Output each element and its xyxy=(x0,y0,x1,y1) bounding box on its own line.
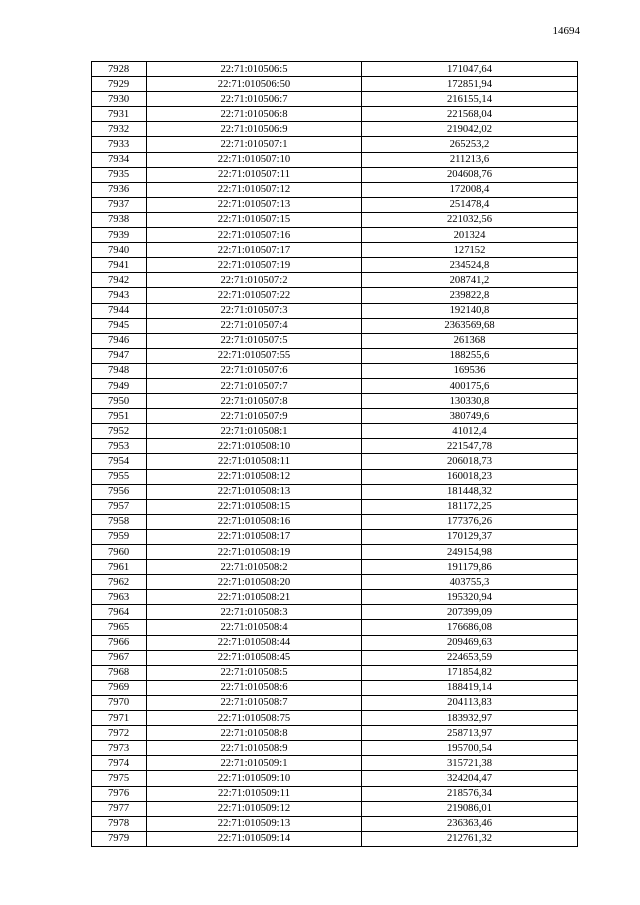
table-row xyxy=(92,439,578,454)
table-row xyxy=(92,590,578,605)
cadastral-value-cell: 258713,97 xyxy=(362,726,578,741)
row-number-cell: 7949 xyxy=(92,378,147,393)
table-row xyxy=(92,665,578,680)
cadastral-number-cell: 22:71:010509:13 xyxy=(147,816,362,831)
cadastral-number-cell: 22:71:010507:12 xyxy=(147,182,362,197)
cadastral-number-cell: 22:71:010506:9 xyxy=(147,122,362,137)
table-row xyxy=(92,816,578,831)
cadastral-value-cell: 209469,63 xyxy=(362,635,578,650)
cadastral-number-cell: 22:71:010507:2 xyxy=(147,273,362,288)
cadastral-number-cell: 22:71:010508:20 xyxy=(147,575,362,590)
table-row xyxy=(92,514,578,529)
cadastral-number-cell: 22:71:010508:10 xyxy=(147,439,362,454)
row-number-cell: 7960 xyxy=(92,545,147,560)
cadastral-number-cell: 22:71:010509:14 xyxy=(147,831,362,846)
cadastral-value-cell: 315721,38 xyxy=(362,756,578,771)
row-number-cell: 7969 xyxy=(92,680,147,695)
row-number-cell: 7943 xyxy=(92,288,147,303)
cadastral-value-cell: 249154,98 xyxy=(362,545,578,560)
table-row xyxy=(92,273,578,288)
table-row xyxy=(92,122,578,137)
cadastral-number-cell: 22:71:010507:13 xyxy=(147,197,362,212)
cadastral-value-cell: 2363569,68 xyxy=(362,318,578,333)
row-number-cell: 7933 xyxy=(92,137,147,152)
cadastral-value-cell: 206018,73 xyxy=(362,454,578,469)
row-number-cell: 7977 xyxy=(92,801,147,816)
cadastral-number-cell: 22:71:010508:44 xyxy=(147,635,362,650)
row-number-cell: 7952 xyxy=(92,424,147,439)
cadastral-value-cell: 192140,8 xyxy=(362,303,578,318)
cadastral-value-cell: 207399,09 xyxy=(362,605,578,620)
cadastral-value-cell: 41012,4 xyxy=(362,424,578,439)
cadastral-value-cell: 208741,2 xyxy=(362,273,578,288)
row-number-cell: 7964 xyxy=(92,605,147,620)
cadastral-number-cell: 22:71:010508:5 xyxy=(147,665,362,680)
cadastral-value-cell: 261368 xyxy=(362,333,578,348)
table-row xyxy=(92,529,578,544)
cadastral-value-cell: 216155,14 xyxy=(362,92,578,107)
row-number-cell: 7940 xyxy=(92,243,147,258)
cadastral-value-cell: 171854,82 xyxy=(362,665,578,680)
cadastral-value-cell: 170129,37 xyxy=(362,529,578,544)
cadastral-value-cell: 265253,2 xyxy=(362,137,578,152)
cadastral-number-cell: 22:71:010508:8 xyxy=(147,726,362,741)
table-row xyxy=(92,741,578,756)
row-number-cell: 7950 xyxy=(92,394,147,409)
cadastral-value-cell: 211213,6 xyxy=(362,152,578,167)
cadastral-number-cell: 22:71:010507:10 xyxy=(147,152,362,167)
table-row xyxy=(92,469,578,484)
cadastral-number-cell: 22:71:010508:13 xyxy=(147,484,362,499)
row-number-cell: 7939 xyxy=(92,228,147,243)
cadastral-value-cell: 221568,04 xyxy=(362,107,578,122)
cadastral-number-cell: 22:71:010509:1 xyxy=(147,756,362,771)
table-row xyxy=(92,348,578,363)
row-number-cell: 7962 xyxy=(92,575,147,590)
cadastral-value-cell: 177376,26 xyxy=(362,514,578,529)
table-row xyxy=(92,424,578,439)
row-number-cell: 7974 xyxy=(92,756,147,771)
table-row xyxy=(92,107,578,122)
cadastral-number-cell: 22:71:010508:11 xyxy=(147,454,362,469)
table-row xyxy=(92,318,578,333)
cadastral-value-cell: 195700,54 xyxy=(362,741,578,756)
cadastral-number-cell: 22:71:010507:8 xyxy=(147,394,362,409)
cadastral-value-cell: 218576,34 xyxy=(362,786,578,801)
cadastral-number-cell: 22:71:010508:16 xyxy=(147,514,362,529)
cadastral-value-cell: 380749,6 xyxy=(362,409,578,424)
cadastral-number-cell: 22:71:010506:7 xyxy=(147,92,362,107)
table-row xyxy=(92,409,578,424)
cadastral-value-cell: 183932,97 xyxy=(362,711,578,726)
cadastral-value-cell: 324204,47 xyxy=(362,771,578,786)
cadastral-number-cell: 22:71:010507:6 xyxy=(147,363,362,378)
cadastral-value-cell: 219042,02 xyxy=(362,122,578,137)
row-number-cell: 7957 xyxy=(92,499,147,514)
table-row xyxy=(92,726,578,741)
row-number-cell: 7956 xyxy=(92,484,147,499)
table-row xyxy=(92,499,578,514)
table-row xyxy=(92,363,578,378)
table-row xyxy=(92,182,578,197)
row-number-cell: 7941 xyxy=(92,258,147,273)
cadastral-value-cell: 219086,01 xyxy=(362,801,578,816)
table-row xyxy=(92,786,578,801)
row-number-cell: 7930 xyxy=(92,92,147,107)
table-row xyxy=(92,258,578,273)
cadastral-value-cell: 188255,6 xyxy=(362,348,578,363)
cadastral-number-cell: 22:71:010508:17 xyxy=(147,529,362,544)
cadastral-number-cell: 22:71:010508:1 xyxy=(147,424,362,439)
cadastral-number-cell: 22:71:010508:15 xyxy=(147,499,362,514)
table-row xyxy=(92,680,578,695)
cadastral-value-cell: 234524,8 xyxy=(362,258,578,273)
cadastral-value-cell: 212761,32 xyxy=(362,831,578,846)
row-number-cell: 7971 xyxy=(92,711,147,726)
cadastral-value-cell: 204113,83 xyxy=(362,695,578,710)
row-number-cell: 7942 xyxy=(92,273,147,288)
table-row xyxy=(92,77,578,92)
cadastral-value-cell: 130330,8 xyxy=(362,394,578,409)
row-number-cell: 7928 xyxy=(92,62,147,77)
table-row xyxy=(92,545,578,560)
row-number-cell: 7975 xyxy=(92,771,147,786)
row-number-cell: 7954 xyxy=(92,454,147,469)
cadastral-value-cell: 188419,14 xyxy=(362,680,578,695)
row-number-cell: 7945 xyxy=(92,318,147,333)
cadastral-number-cell: 22:71:010507:15 xyxy=(147,212,362,227)
cadastral-number-cell: 22:71:010508:9 xyxy=(147,741,362,756)
cadastral-number-cell: 22:71:010508:12 xyxy=(147,469,362,484)
row-number-cell: 7932 xyxy=(92,122,147,137)
row-number-cell: 7973 xyxy=(92,741,147,756)
row-number-cell: 7976 xyxy=(92,786,147,801)
row-number-cell: 7955 xyxy=(92,469,147,484)
cadastral-value-cell: 191179,86 xyxy=(362,560,578,575)
row-number-cell: 7958 xyxy=(92,514,147,529)
cadastral-number-cell: 22:71:010507:11 xyxy=(147,167,362,182)
table-row xyxy=(92,771,578,786)
row-number-cell: 7979 xyxy=(92,831,147,846)
cadastral-number-cell: 22:71:010508:21 xyxy=(147,590,362,605)
table-row xyxy=(92,212,578,227)
table-row xyxy=(92,620,578,635)
row-number-cell: 7966 xyxy=(92,635,147,650)
table-body xyxy=(92,62,578,847)
table-row xyxy=(92,756,578,771)
row-number-cell: 7978 xyxy=(92,816,147,831)
cadastral-number-cell: 22:71:010509:12 xyxy=(147,801,362,816)
cadastral-value-cell: 172851,94 xyxy=(362,77,578,92)
table-row xyxy=(92,831,578,846)
table-row xyxy=(92,243,578,258)
table-row xyxy=(92,605,578,620)
cadastral-number-cell: 22:71:010507:55 xyxy=(147,348,362,363)
table-row xyxy=(92,484,578,499)
cadastral-value-cell: 181448,32 xyxy=(362,484,578,499)
cadastral-number-cell: 22:71:010508:2 xyxy=(147,560,362,575)
row-number-cell: 7961 xyxy=(92,560,147,575)
cadastral-number-cell: 22:71:010507:3 xyxy=(147,303,362,318)
cadastral-value-cell: 224653,59 xyxy=(362,650,578,665)
cadastral-number-cell: 22:71:010509:10 xyxy=(147,771,362,786)
cadastral-value-cell: 169536 xyxy=(362,363,578,378)
cadastral-value-cell: 181172,25 xyxy=(362,499,578,514)
cadastral-value-cell: 160018,23 xyxy=(362,469,578,484)
cadastral-number-cell: 22:71:010506:5 xyxy=(147,62,362,77)
row-number-cell: 7946 xyxy=(92,333,147,348)
cadastral-number-cell: 22:71:010507:17 xyxy=(147,243,362,258)
table-row xyxy=(92,333,578,348)
table-row xyxy=(92,137,578,152)
table-row xyxy=(92,635,578,650)
table-row xyxy=(92,152,578,167)
cadastral-number-cell: 22:71:010507:19 xyxy=(147,258,362,273)
row-number-cell: 7929 xyxy=(92,77,147,92)
row-number-cell: 7947 xyxy=(92,348,147,363)
row-number-cell: 7972 xyxy=(92,726,147,741)
table-row xyxy=(92,695,578,710)
table-row xyxy=(92,650,578,665)
cadastral-number-cell: 22:71:010507:22 xyxy=(147,288,362,303)
table-row xyxy=(92,62,578,77)
table-row xyxy=(92,560,578,575)
cadastral-value-table xyxy=(91,61,578,847)
cadastral-value-cell: 127152 xyxy=(362,243,578,258)
cadastral-number-cell: 22:71:010509:11 xyxy=(147,786,362,801)
cadastral-number-cell: 22:71:010508:45 xyxy=(147,650,362,665)
cadastral-number-cell: 22:71:010508:6 xyxy=(147,680,362,695)
cadastral-value-cell: 236363,46 xyxy=(362,816,578,831)
cadastral-number-cell: 22:71:010508:7 xyxy=(147,695,362,710)
row-number-cell: 7937 xyxy=(92,197,147,212)
cadastral-value-cell: 400175,6 xyxy=(362,378,578,393)
cadastral-number-cell: 22:71:010507:9 xyxy=(147,409,362,424)
row-number-cell: 7953 xyxy=(92,439,147,454)
table-row xyxy=(92,454,578,469)
cadastral-number-cell: 22:71:010508:3 xyxy=(147,605,362,620)
row-number-cell: 7934 xyxy=(92,152,147,167)
cadastral-number-cell: 22:71:010506:8 xyxy=(147,107,362,122)
cadastral-number-cell: 22:71:010507:16 xyxy=(147,228,362,243)
table-row xyxy=(92,92,578,107)
table-row xyxy=(92,303,578,318)
table-row xyxy=(92,228,578,243)
cadastral-number-cell: 22:71:010507:7 xyxy=(147,378,362,393)
row-number-cell: 7931 xyxy=(92,107,147,122)
cadastral-value-cell: 251478,4 xyxy=(362,197,578,212)
table-row xyxy=(92,394,578,409)
row-number-cell: 7936 xyxy=(92,182,147,197)
table-row xyxy=(92,167,578,182)
table-row xyxy=(92,801,578,816)
row-number-cell: 7965 xyxy=(92,620,147,635)
cadastral-number-cell: 22:71:010507:5 xyxy=(147,333,362,348)
cadastral-value-cell: 221547,78 xyxy=(362,439,578,454)
table-row xyxy=(92,288,578,303)
cadastral-number-cell: 22:71:010508:19 xyxy=(147,545,362,560)
cadastral-value-cell: 221032,56 xyxy=(362,212,578,227)
cadastral-value-cell: 171047,64 xyxy=(362,62,578,77)
cadastral-number-cell: 22:71:010508:75 xyxy=(147,711,362,726)
cadastral-number-cell: 22:71:010506:50 xyxy=(147,77,362,92)
table-row xyxy=(92,575,578,590)
row-number-cell: 7967 xyxy=(92,650,147,665)
cadastral-number-cell: 22:71:010508:4 xyxy=(147,620,362,635)
cadastral-value-cell: 403755,3 xyxy=(362,575,578,590)
cadastral-value-cell: 195320,94 xyxy=(362,590,578,605)
cadastral-value-cell: 176686,08 xyxy=(362,620,578,635)
row-number-cell: 7935 xyxy=(92,167,147,182)
row-number-cell: 7951 xyxy=(92,409,147,424)
row-number-cell: 7959 xyxy=(92,529,147,544)
page-number: 14694 xyxy=(552,25,580,37)
cadastral-number-cell: 22:71:010507:4 xyxy=(147,318,362,333)
row-number-cell: 7944 xyxy=(92,303,147,318)
table-row xyxy=(92,197,578,212)
row-number-cell: 7948 xyxy=(92,363,147,378)
cadastral-number-cell: 22:71:010507:1 xyxy=(147,137,362,152)
cadastral-value-cell: 204608,76 xyxy=(362,167,578,182)
row-number-cell: 7963 xyxy=(92,590,147,605)
cadastral-value-cell: 172008,4 xyxy=(362,182,578,197)
row-number-cell: 7968 xyxy=(92,665,147,680)
cadastral-value-cell: 201324 xyxy=(362,228,578,243)
row-number-cell: 7970 xyxy=(92,695,147,710)
cadastral-value-cell: 239822,8 xyxy=(362,288,578,303)
table-row xyxy=(92,378,578,393)
table-row xyxy=(92,711,578,726)
row-number-cell: 7938 xyxy=(92,212,147,227)
